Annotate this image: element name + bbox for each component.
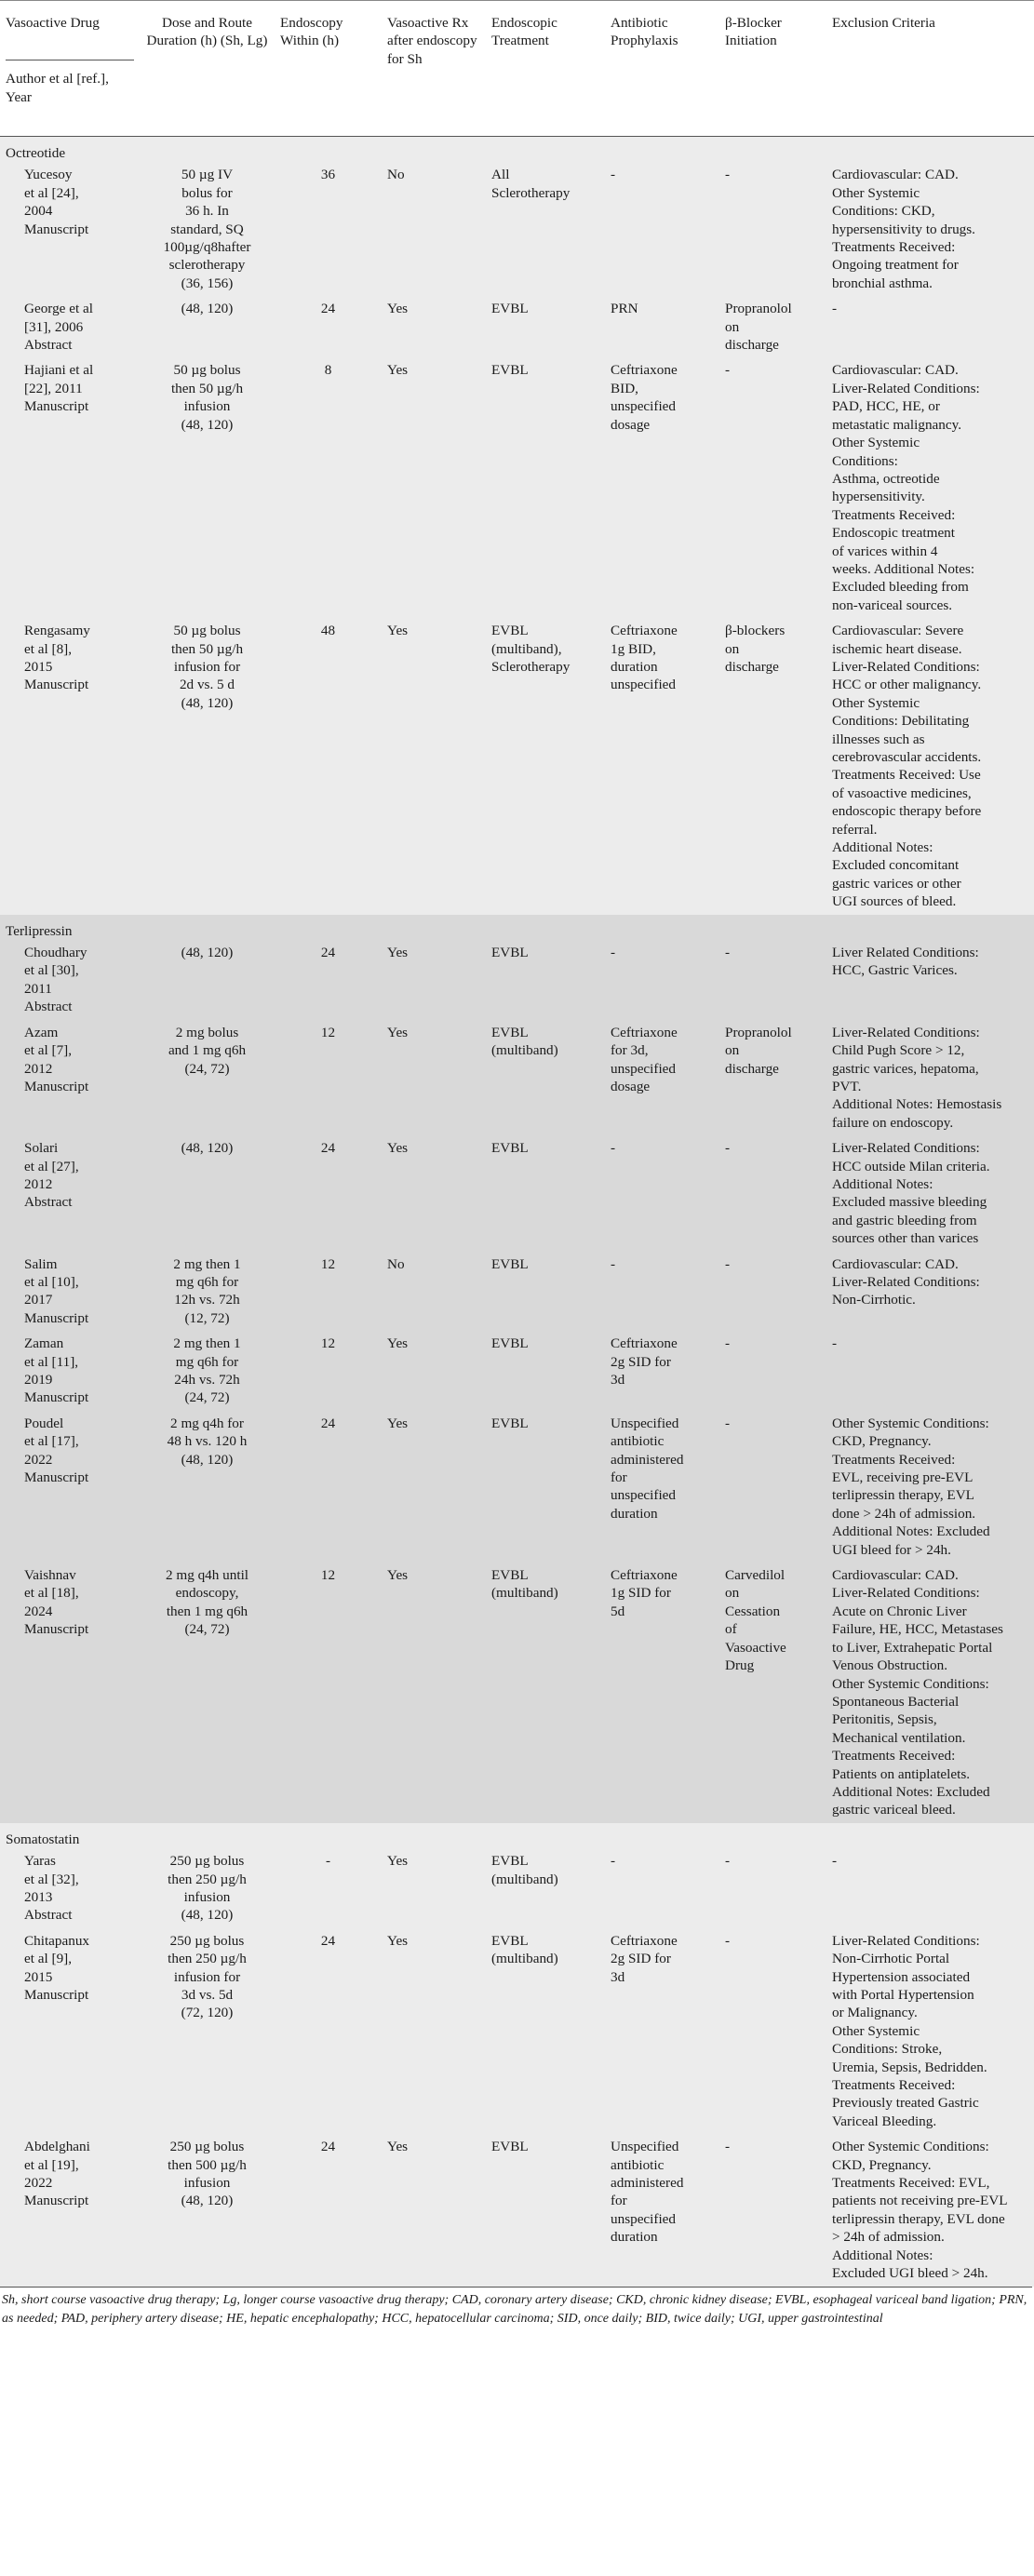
beta-blocker-cell: β-blockers on discharge [719, 618, 826, 915]
endoscopy-cell: 24 [275, 296, 382, 357]
study-cell: Choudhary et al [30], 2011 Abstract [0, 940, 140, 1020]
dose-cell: 2 mg q4h for 48 h vs. 120 h (48, 120) [140, 1411, 275, 1563]
rx-after-cell: No [382, 1252, 486, 1332]
exclusion-cell: Cardiovascular: CAD. Other Systemic Conditions: CKD, hypersensitivity to drugs. Treatments Received: Ongoing treatment for bronchial asthma. [826, 162, 1034, 296]
endoscopy-cell: 24 [275, 2134, 382, 2286]
antibiotic-cell: - [605, 1848, 719, 1928]
exclusion-cell: Liver-Related Conditions: Non-Cirrhotic Portal Hypertension associated with Portal Hypertension or Malignancy. Other Systemic Conditions: Stroke, Uremia, Sepsis, Bedridden. Treatments Received: Previously treated Gastric Variceal Bleeding. [826, 1928, 1034, 2134]
dose-cell: 2 mg bolus and 1 mg q6h (24, 72) [140, 1020, 275, 1135]
antibiotic-cell: PRN [605, 296, 719, 357]
treatment-cell: EVBL [486, 1411, 605, 1563]
header-rx-after: Vasoactive Rx after endoscopy for Sh [382, 1, 486, 137]
rx-after-cell: Yes [382, 618, 486, 915]
study-cell: Abdelghani et al [19], 2022 Manuscript [0, 2134, 140, 2286]
study-cell: George et al [31], 2006 Abstract [0, 296, 140, 357]
rx-after-cell: Yes [382, 1411, 486, 1563]
exclusion-cell: - [826, 1848, 1034, 1928]
header-exclusion: Exclusion Criteria [826, 1, 1034, 137]
table-row [0, 1252, 1034, 1332]
dose-cell: (48, 120) [140, 1135, 275, 1251]
header-drug-label: Vasoactive Drug [6, 15, 100, 31]
endoscopy-cell: 24 [275, 1928, 382, 2134]
antibiotic-cell: Ceftriaxone 2g SID for 3d [605, 1331, 719, 1411]
table-footnote: Sh, short course vasoactive drug therapy; Lg, longer course vasoactive drug therapy; CAD, coronary artery disease; CKD, chronic kidney disease; EVBL, esophageal variceal band ligation; PRN, as needed; PAD, periphery artery disease; HE, hepatic encephalopathy; HCC, hepatocellular carcinoma; SID, once daily; BID, twice daily; UGI, upper gastrointestinal [0, 2287, 1032, 2332]
antibiotic-cell: Unspecified antibiotic administered for unspecified duration [605, 2134, 719, 2286]
endoscopy-cell: - [275, 1848, 382, 1928]
rx-after-cell: Yes [382, 296, 486, 357]
table-row [0, 1331, 1034, 1411]
dose-cell: 250 µg bolus then 500 µg/h infusion (48, 120) [140, 2134, 275, 2286]
antibiotic-cell: Ceftriaxone for 3d, unspecified dosage [605, 1020, 719, 1135]
treatment-cell: EVBL [486, 357, 605, 618]
exclusion-cell: Liver Related Conditions: HCC, Gastric Varices. [826, 940, 1034, 1020]
endoscopy-cell: 12 [275, 1563, 382, 1823]
table-row [0, 162, 1034, 296]
endoscopy-cell: 24 [275, 1135, 382, 1251]
rx-after-cell: Yes [382, 1331, 486, 1411]
table-body [0, 137, 1034, 2287]
rx-after-cell: Yes [382, 1135, 486, 1251]
table-row [0, 357, 1034, 618]
rx-after-cell: Yes [382, 1848, 486, 1928]
exclusion-cell: Cardiovascular: CAD. Liver-Related Conditions: Non-Cirrhotic. [826, 1252, 1034, 1332]
endoscopy-cell: 36 [275, 162, 382, 296]
beta-blocker-cell: - [719, 162, 826, 296]
exclusion-cell: Cardiovascular: CAD. Liver-Related Conditions: PAD, HCC, HE, or metastatic malignancy. Other Systemic Conditions: Asthma, octreotide hypersensitivity. Treatments Received: Endoscopic treatment of varices within 4 weeks. Additional Notes: Excluded bleeding from non-variceal sources. [826, 357, 1034, 618]
study-cell: Solari et al [27], 2012 Abstract [0, 1135, 140, 1251]
treatment-cell: EVBL [486, 1331, 605, 1411]
dose-cell: (48, 120) [140, 940, 275, 1020]
table-row [0, 618, 1034, 915]
dose-cell: 2 mg then 1 mg q6h for 24h vs. 72h (24, 72) [140, 1331, 275, 1411]
endoscopy-cell: 12 [275, 1252, 382, 1332]
rx-after-cell: Yes [382, 1563, 486, 1823]
header-endoscopy: Endoscopy Within (h) [275, 1, 382, 137]
exclusion-cell: Liver-Related Conditions: HCC outside Milan criteria. Additional Notes: Excluded massive bleeding and gastric bleeding from sources other than varices [826, 1135, 1034, 1251]
study-cell: Yucesoy et al [24], 2004 Manuscript [0, 162, 140, 296]
beta-blocker-cell: - [719, 1252, 826, 1332]
table-row [0, 1928, 1034, 2134]
drug-group-label: Octreotide [0, 137, 1034, 163]
study-cell: Chitapanux et al [9], 2015 Manuscript [0, 1928, 140, 2134]
exclusion-cell: - [826, 296, 1034, 357]
endoscopy-cell: 48 [275, 618, 382, 915]
beta-blocker-cell: - [719, 1848, 826, 1928]
rx-after-cell: Yes [382, 940, 486, 1020]
treatment-cell: EVBL [486, 2134, 605, 2286]
dose-cell: 50 µg bolus then 50 µg/h infusion for 2d vs. 5 d (48, 120) [140, 618, 275, 915]
study-cell: Rengasamy et al [8], 2015 Manuscript [0, 618, 140, 915]
study-cell: Vaishnav et al [18], 2024 Manuscript [0, 1563, 140, 1823]
table-row [0, 1563, 1034, 1823]
header-duration-label: Duration (h) (Sh, Lg) [146, 33, 268, 49]
beta-blocker-cell: - [719, 1928, 826, 2134]
study-cell: Yaras et al [32], 2013 Abstract [0, 1848, 140, 1928]
table-row [0, 940, 1034, 1020]
treatment-cell: EVBL [486, 296, 605, 357]
antibiotic-cell: - [605, 1252, 719, 1332]
header-dose [140, 1, 275, 137]
beta-blocker-cell: - [719, 940, 826, 1020]
rx-after-cell: Yes [382, 2134, 486, 2286]
header-treatment: Endoscopic Treatment [486, 1, 605, 137]
dose-cell: 250 µg bolus then 250 µg/h infusion for 3d vs. 5d (72, 120) [140, 1928, 275, 2134]
header-author-label: Author et al [ref.], Year [6, 60, 134, 106]
table-row [0, 1135, 1034, 1251]
beta-blocker-cell: - [719, 1411, 826, 1563]
endoscopy-cell: 12 [275, 1331, 382, 1411]
dose-cell: 50 µg IV bolus for 36 h. In standard, SQ 100µg/q8hafter sclerotherapy (36, 156) [140, 162, 275, 296]
table-row [0, 1411, 1034, 1563]
antibiotic-cell: Ceftriaxone 1g BID, duration unspecified [605, 618, 719, 915]
table-row [0, 2134, 1034, 2286]
antibiotic-cell: - [605, 1135, 719, 1251]
antibiotic-cell: Ceftriaxone 1g SID for 5d [605, 1563, 719, 1823]
drug-group-label: Terlipressin [0, 915, 1034, 940]
dose-cell: 2 mg q4h until endoscopy, then 1 mg q6h (24, 72) [140, 1563, 275, 1823]
treatment-cell: EVBL [486, 1252, 605, 1332]
treatment-cell: EVBL [486, 1135, 605, 1251]
exclusion-cell: - [826, 1331, 1034, 1411]
rx-after-cell: Yes [382, 1928, 486, 2134]
endoscopy-cell: 24 [275, 940, 382, 1020]
rx-after-cell: Yes [382, 357, 486, 618]
treatment-cell: EVBL (multiband) [486, 1848, 605, 1928]
treatment-cell: EVBL (multiband), Sclerotherapy [486, 618, 605, 915]
dose-cell: 250 µg bolus then 250 µg/h infusion (48, 120) [140, 1848, 275, 1928]
beta-blocker-cell: Propranolol on discharge [719, 296, 826, 357]
table-header-row [0, 1, 1034, 137]
beta-blocker-cell: - [719, 1331, 826, 1411]
antibiotic-cell: Unspecified antibiotic administered for unspecified duration [605, 1411, 719, 1563]
table-row [0, 296, 1034, 357]
drug-group-label: Somatostatin [0, 1823, 1034, 1848]
treatment-cell: EVBL (multiband) [486, 1928, 605, 2134]
exclusion-cell: Cardiovascular: CAD. Liver-Related Conditions: Acute on Chronic Liver Failure, HE, HCC, Metastases to Liver, Extrahepatic Portal Venous Obstruction. Other Systemic Conditions: Spontaneous Bacterial Peritonitis, Sepsis, Mechanical ventilation. Treatments Received: Patients on antiplatelets. Additional Notes: Excluded gastric variceal bleed. [826, 1563, 1034, 1823]
table-row [0, 1848, 1034, 1928]
group-label-row [0, 915, 1034, 940]
exclusion-cell: Other Systemic Conditions: CKD, Pregnancy. Treatments Received: EVL, receiving pre-EVL terlipressin therapy, EVL done > 24h of admission. Additional Notes: Excluded UGI bleed for > 24h. [826, 1411, 1034, 1563]
endoscopy-cell: 8 [275, 357, 382, 618]
beta-blocker-cell: - [719, 357, 826, 618]
group-label-row [0, 137, 1034, 163]
table-row [0, 1020, 1034, 1135]
beta-blocker-cell: - [719, 1135, 826, 1251]
exclusion-cell: Cardiovascular: Severe ischemic heart disease. Liver-Related Conditions: HCC or other malignancy. Other Systemic Conditions: Debilitating illnesses such as cerebrovascular accidents. Treatments Received: Use of vasoactive medicines, endoscopic therapy before referral. Additional Notes: Excluded concomitant gastric varices or other UGI sources of bleed. [826, 618, 1034, 915]
exclusion-cell: Other Systemic Conditions: CKD, Pregnancy. Treatments Received: EVL, patients not receiving pre-EVL terlipressin therapy, EVL done > 24h of admission. Additional Notes: Excluded UGI bleed > 24h. [826, 2134, 1034, 2286]
dose-cell: (48, 120) [140, 296, 275, 357]
beta-blocker-cell: Propranolol on discharge [719, 1020, 826, 1135]
antibiotic-cell: - [605, 940, 719, 1020]
header-dose-label: Dose and Route [161, 15, 252, 31]
header-beta-blocker: β-Blocker Initiation [719, 1, 826, 137]
beta-blocker-cell: - [719, 2134, 826, 2286]
endoscopy-cell: 12 [275, 1020, 382, 1135]
antibiotic-cell: - [605, 162, 719, 296]
antibiotic-cell: Ceftriaxone BID, unspecified dosage [605, 357, 719, 618]
treatment-cell: EVBL (multiband) [486, 1020, 605, 1135]
treatment-cell: All Sclerotherapy [486, 162, 605, 296]
study-cell: Poudel et al [17], 2022 Manuscript [0, 1411, 140, 1563]
treatment-cell: EVBL [486, 940, 605, 1020]
antibiotic-cell: Ceftriaxone 2g SID for 3d [605, 1928, 719, 2134]
treatment-cell: EVBL (multiband) [486, 1563, 605, 1823]
rx-after-cell: Yes [382, 1020, 486, 1135]
dose-cell: 50 µg bolus then 50 µg/h infusion (48, 120) [140, 357, 275, 618]
study-cell: Salim et al [10], 2017 Manuscript [0, 1252, 140, 1332]
endoscopy-cell: 24 [275, 1411, 382, 1563]
exclusion-cell: Liver-Related Conditions: Child Pugh Score > 12, gastric varices, hepatoma, PVT. Additional Notes: Hemostasis failure on endoscopy. [826, 1020, 1034, 1135]
header-antibiotic: Antibiotic Prophylaxis [605, 1, 719, 137]
rx-after-cell: No [382, 162, 486, 296]
dose-cell: 2 mg then 1 mg q6h for 12h vs. 72h (12, 72) [140, 1252, 275, 1332]
header-drug [0, 1, 140, 137]
study-cell: Azam et al [7], 2012 Manuscript [0, 1020, 140, 1135]
study-cell: Hajiani et al [22], 2011 Manuscript [0, 357, 140, 618]
beta-blocker-cell: Carvedilol on Cessation of Vasoactive Drug [719, 1563, 826, 1823]
study-cell: Zaman et al [11], 2019 Manuscript [0, 1331, 140, 1411]
group-label-row [0, 1823, 1034, 1848]
